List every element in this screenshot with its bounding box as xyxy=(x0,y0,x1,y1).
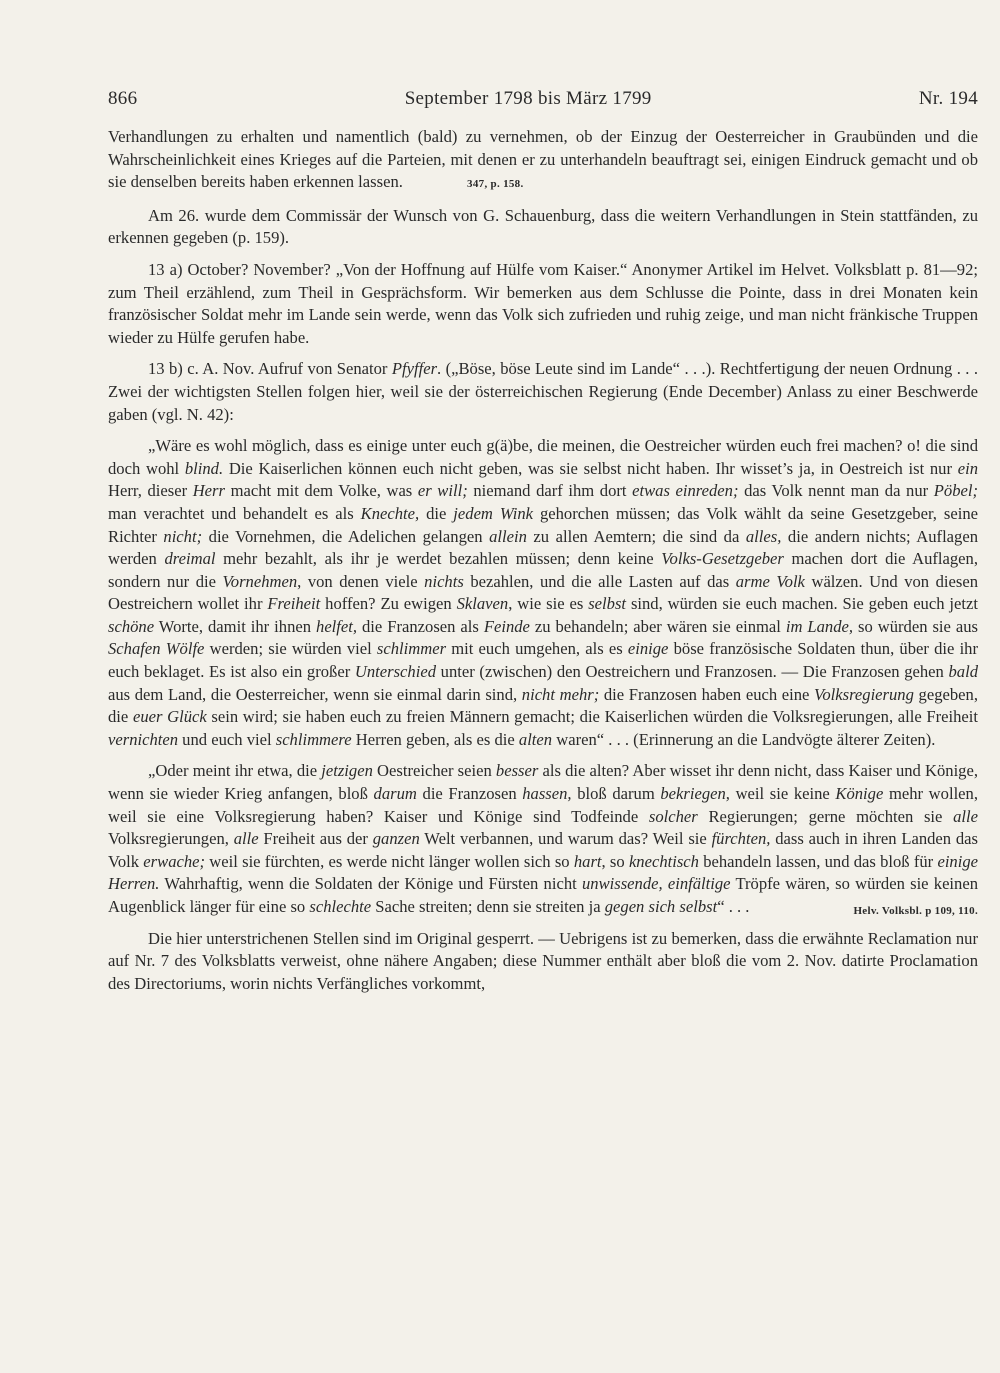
emphasized-text: allein xyxy=(489,526,527,546)
emphasized-text: besser xyxy=(495,761,539,781)
quotation-source-reference: Helv. Volksbl. p 109, 110. xyxy=(853,905,978,917)
quote-text: gegeben, die xyxy=(108,684,978,727)
emphasized-text: Herr xyxy=(192,481,225,501)
emphasized-text: darum xyxy=(373,784,417,804)
quote-text: macht mit dem Volke, was xyxy=(224,481,418,501)
quote-text: Herr, dieser xyxy=(108,481,193,501)
emphasized-text: solcher xyxy=(648,806,698,826)
quote-text: mit euch umgehen, als es xyxy=(446,639,628,659)
quote-text: “ . . . xyxy=(717,897,750,916)
closing-paragraph: Die hier unterstrichenen Stellen sind im Original gesperrt. — Uebrigens ist zu bemerken, dass die erwähnte Reclamation nur auf Nr. 7 des Volksblatts verweist, ohne nähere Angaben; diese Nummer enthält aber bloß die vom 2. Nov. datirte Proclamation des Directoriums, worin nichts Verfängliches vorkommt, xyxy=(108,928,978,993)
quote-text: „Oder meint ihr etwa, die xyxy=(148,761,322,781)
quote-text: weil sie fürchten, es werde nicht länger wollen sich so xyxy=(205,851,574,871)
emphasized-text: Knechte, xyxy=(360,503,420,523)
paragraph-lead: 13 b) c. A. Nov. Aufruf von Senator xyxy=(148,359,392,379)
quote-text: aus dem Land, die Oesterreicher, wenn sie einmal darin sind, xyxy=(108,684,522,704)
emphasized-text: schlechte xyxy=(309,897,372,916)
quote-text: hoffen? Zu ewigen xyxy=(320,594,457,614)
paragraph xyxy=(108,126,978,196)
emphasized-text: alle xyxy=(233,829,259,849)
emphasized-text: fürchten, xyxy=(711,829,771,849)
quote-text: mehr wollen, weil sie eine Volksregierung haben? Kaiser und Könige sind Todfeinde xyxy=(108,784,978,826)
emphasized-text: Freiheit xyxy=(267,594,321,614)
emphasized-text: schlimmere xyxy=(275,729,352,749)
quote-text: Tröpfe wären, so würden sie keinen Augenblick länger für eine so xyxy=(108,874,979,916)
paragraph: Am 26. wurde dem Commissär der Wunsch von G. Schauenburg, dass die weitern Verhandlungen in Stein stattfänden, zu erkennen gegeben (p. 159). xyxy=(108,205,978,248)
quote-text: „Wäre es wohl möglich, dass es einige unter euch g(ä)be, die meinen, die Oestreicher würden euch frei machen? o! die sind doch wohl xyxy=(108,436,978,478)
emphasized-text: Pöbel; xyxy=(933,481,979,501)
quote-text: die andern nichts; Auflagen werden xyxy=(108,526,979,569)
emphasized-text: hart xyxy=(573,851,602,871)
quote-text: die Vornehmen, die Adelichen gelangen xyxy=(202,526,490,546)
emphasized-text: schöne xyxy=(108,616,155,636)
document-body xyxy=(108,126,978,995)
quote-text: werden; sie würden viel xyxy=(204,639,377,659)
quote-text: Herren geben, als es die xyxy=(351,729,519,749)
quote-text: Oestreicher seien xyxy=(372,761,496,781)
emphasized-text: unwissende, einfältige xyxy=(581,874,731,894)
quote-text: dass auch in ihren Landen das Volk xyxy=(108,829,979,871)
paragraph-rest: . („Böse, böse Leute sind im Lande“ . . .). Rechtfertigung der neuen Ordnung . . . Zwei der wichtigsten Stellen folgen hier, weil sie der österreichischen Regierung (Ende December) Anlass zu einer Beschwerde gaben (vgl. N. 42): xyxy=(108,359,978,424)
quote-text: Regierungen; gerne möchten sie xyxy=(697,806,954,826)
emphasized-text: alle xyxy=(953,806,978,826)
quote-text: mehr bezahlt, als ihr je werdet bezahlen müssen; denn keine xyxy=(215,549,662,569)
quote-text: die Franzosen als xyxy=(357,616,484,636)
emphasized-text: bald xyxy=(948,662,978,682)
emphasized-text: Vornehmen xyxy=(222,571,298,591)
quote-text: bloß darum xyxy=(571,784,661,804)
emphasized-text: Könige xyxy=(835,784,884,804)
emphasized-text: blind. xyxy=(184,458,224,478)
emphasized-text: nicht mehr; xyxy=(521,684,600,704)
quote-text: sind, würden sie euch machen. Sie geben euch jetzt xyxy=(626,594,978,614)
emphasized-text: knechtisch xyxy=(628,851,699,871)
emphasized-text: jetzigen xyxy=(321,761,373,781)
quote-text: wälzen. Und von diesen Oestreichern wollet ihr xyxy=(108,571,979,614)
emphasized-text: Sklaven xyxy=(456,594,509,614)
quote-text: die xyxy=(419,503,454,523)
emphasized-text: selbst xyxy=(588,594,627,614)
quote-text: Volksregierungen, xyxy=(108,829,234,849)
quote-text: und euch viel xyxy=(178,729,276,749)
emphasized-text: er will; xyxy=(417,481,468,501)
emphasized-text: gegen sich selbst xyxy=(604,897,718,916)
quotation-2 xyxy=(108,760,978,918)
quote-text: so würden sie aus xyxy=(853,616,979,636)
emphasized-text: Volksregierung xyxy=(814,684,914,704)
emphasized-text: dreimal xyxy=(164,549,216,569)
quote-text: gehorchen müssen; das Volk wählt da seine Gesetzgeber, seine Richter xyxy=(108,503,978,546)
quote-text: böse französische Soldaten thun, über die ihr euch beklaget. Es ist also ein großer xyxy=(108,639,978,682)
paragraph: 13 a) October? November? „Von der Hoffnung auf Hülfe vom Kaiser.“ Anonymer Artikel im Helvet. Volksblatt p. 81—92; zum Theil erzählend, zum Theil in Gesprächsform. Wir bemerken aus dem Schlusse die Pointe, dass in drei Monaten kein französischer Soldat mehr im Lande sein werde, wenn das Volk sich zufrieden und ruhig zeige, und man nicht fränkische Truppen wieder zu Hülfe gerufen habe. xyxy=(108,259,978,347)
quote-text: behandeln lassen, und das bloß für xyxy=(698,851,938,871)
emphasized-text: nichts xyxy=(424,571,464,591)
quote-text: Welt verbannen, und warum das? Weil sie xyxy=(419,829,712,849)
quote-text: bezahlen, und die alle Lasten auf das xyxy=(463,571,736,591)
emphasized-text: im Lande, xyxy=(785,616,854,636)
page-title: September 1798 bis März 1799 xyxy=(404,88,652,109)
paragraph-text: Verhandlungen zu erhalten und namentlich (bald) zu vernehmen, ob der Einzug der Oesterreicher in Graubünden und die Wahrscheinlichkeit eines Krieges auf die Parteien, mit denen er zu unterhandeln beauftragt sei, einigen Eindruck gemacht und ob sie denselben bereits haben erkennen lassen. xyxy=(108,127,978,192)
quote-text: das Volk nennt man da nur xyxy=(738,481,934,501)
emphasized-text: Schafen Wölfe xyxy=(108,639,205,659)
quote-text: die Franzosen xyxy=(416,784,523,804)
emphasized-text: etwas einreden; xyxy=(632,481,739,501)
quote-text: weil sie keine xyxy=(729,784,836,804)
quote-text: , wie sie es xyxy=(508,594,589,614)
emphasized-text: einige Herren. xyxy=(108,851,978,894)
quote-text: machen dort die Auflagen, sondern nur die xyxy=(108,549,978,591)
paragraph xyxy=(108,358,978,426)
source-reference: 347, p. 158. xyxy=(467,178,524,191)
quotation-1 xyxy=(108,435,978,751)
emphasized-text: arme Volk xyxy=(735,571,805,591)
running-header xyxy=(108,88,978,110)
quote-text: zu behandeln; aber wären sie einmal xyxy=(529,616,786,636)
quote-text: als die alten? Aber wisset ihr denn nicht, dass Kaiser und Könige, wenn sie wieder Krieg anfangen, bloß xyxy=(108,761,978,804)
emphasized-text: helfet, xyxy=(316,616,358,636)
emphasized-text: Volks-Gesetzgeber xyxy=(661,549,784,569)
emphasized-text: Feinde xyxy=(483,616,530,636)
quote-text: man verachtet und behandelt es als xyxy=(108,503,361,523)
quote-text: niemand darf ihm dort xyxy=(467,481,633,501)
quote-text: Worte, damit ihr ihnen xyxy=(154,616,317,636)
quote-text: Wahrhaftig, wenn die Soldaten der Könige und Fürsten nicht xyxy=(159,874,582,894)
quote-text: Freiheit aus der xyxy=(258,829,373,849)
quote-text: zu allen Aemtern; die sind da xyxy=(526,526,746,546)
quote-text: sein wird; sie haben euch zu freien Männern gemacht; die Kaiserlichen würden die Volksregierungen, alle Freiheit xyxy=(206,707,978,727)
emphasized-text: erwache; xyxy=(143,851,206,871)
emphasized-text: Unterschied xyxy=(354,662,436,682)
quote-text: waren“ . . . (Erinnerung an die Landvögte älterer Zeiten). xyxy=(552,729,936,749)
emphasized-text: vernichten xyxy=(108,729,179,749)
emphasized-text: alles, xyxy=(745,526,782,546)
emphasized-text: nicht; xyxy=(163,526,203,546)
quote-text: , von denen viele xyxy=(297,571,425,591)
emphasized-text: euer Glück xyxy=(132,707,207,727)
emphasized-text: einige xyxy=(627,639,669,659)
page-number: 866 xyxy=(108,88,138,109)
quote-text: Sache streiten; denn sie streiten ja xyxy=(371,897,605,916)
emphasized-text: ganzen xyxy=(372,829,420,849)
emphasized-text: schlimmer xyxy=(376,639,447,659)
emphasized-text: ein xyxy=(957,458,978,478)
document-number: Nr. 194 xyxy=(918,88,978,109)
senator-name: Pfyffer xyxy=(391,359,438,379)
emphasized-text: jedem Wink xyxy=(453,503,534,523)
quote-text: die Franzosen haben euch eine xyxy=(599,684,815,704)
quote-text: , so xyxy=(601,851,629,871)
emphasized-text: hassen, xyxy=(522,784,572,804)
quote-text: unter (zwischen) den Oestreichern und Franzosen. — Die Franzosen gehen xyxy=(436,662,949,682)
quote-text: Die Kaiserlichen können euch nicht geben, was sie selbst nicht haben. Ihr wisset’s ja, in Oestreich ist nur xyxy=(223,458,958,478)
emphasized-text: alten xyxy=(518,729,553,749)
emphasized-text: bekriegen, xyxy=(660,784,730,804)
